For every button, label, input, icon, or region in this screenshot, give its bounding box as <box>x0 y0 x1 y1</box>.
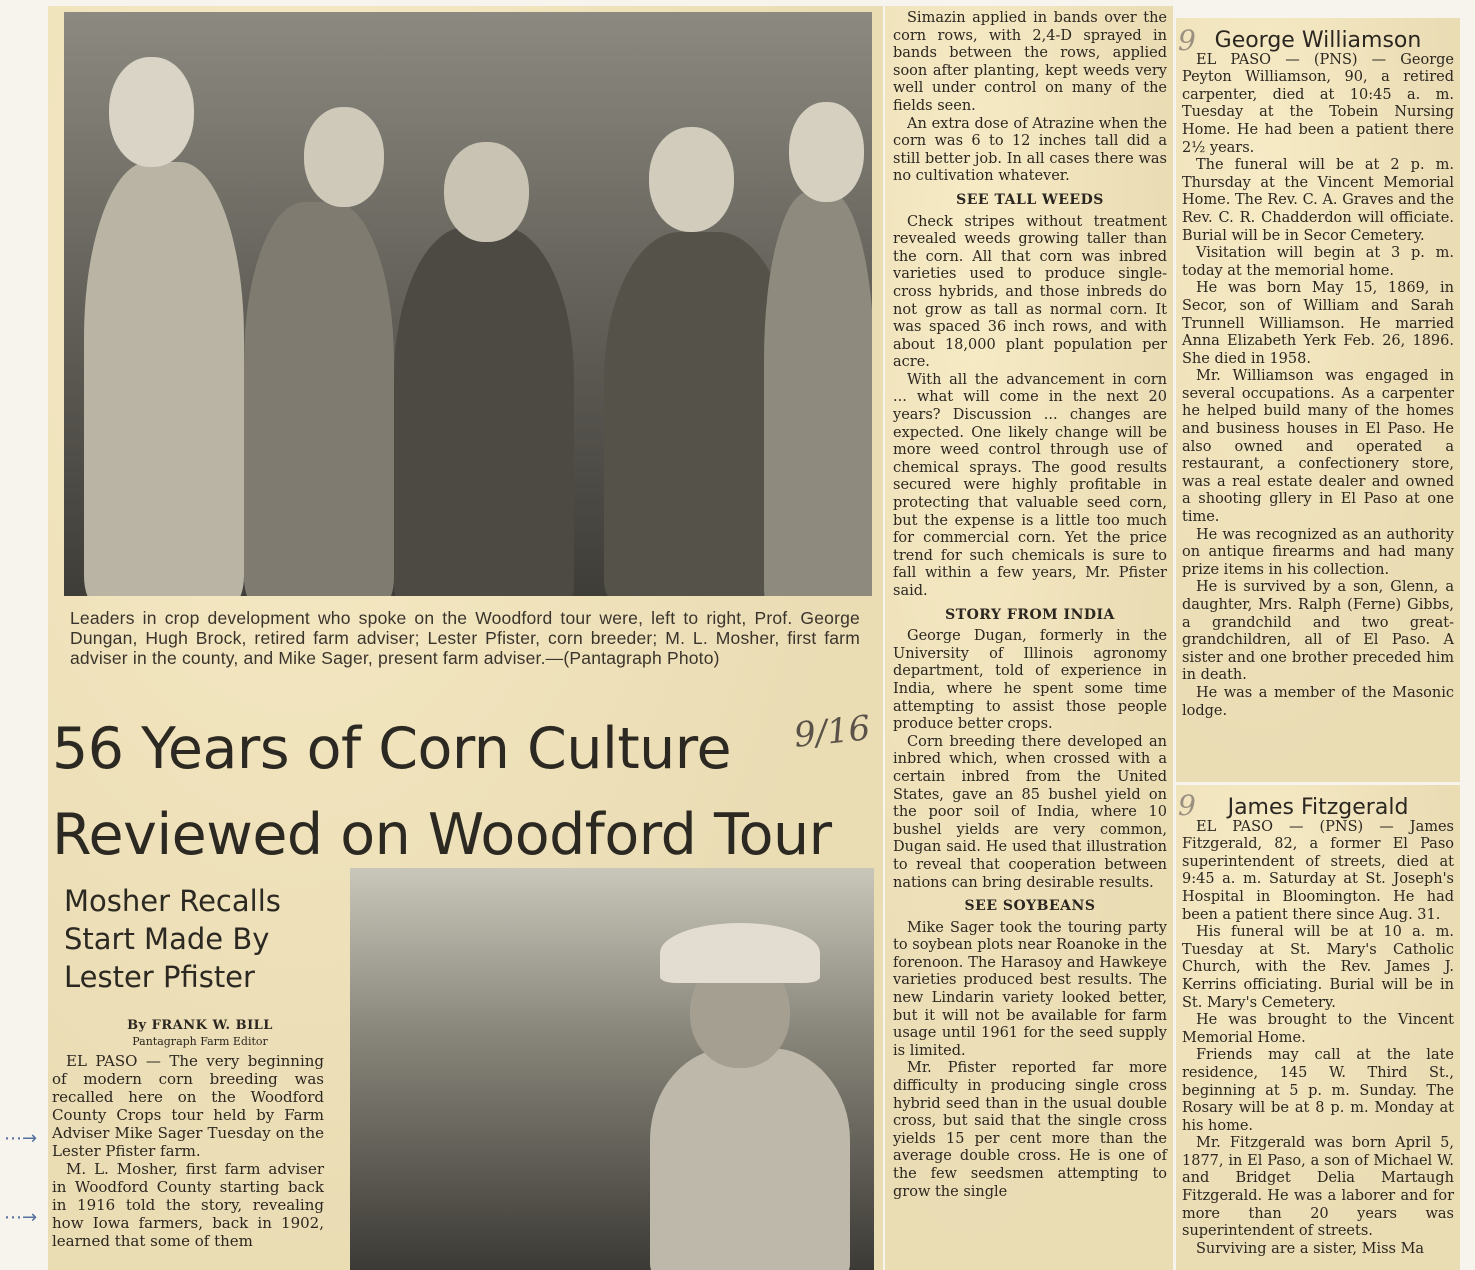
obituary-name: George Williamson <box>1214 28 1422 53</box>
story-paragraph: M. L. Mosher, first farm adviser in Woodford County starting back in 1916 told the story, revealing how Iowa farmers, back in 1902, learned that some of them <box>52 1160 324 1250</box>
section-subhead: SEE TALL WEEDS <box>956 191 1104 208</box>
subheadline <box>64 882 334 996</box>
column-paragraph: Mike Sager took the touring party to soybean plots near Roanoke in the forenoon. The Harasoy and Hawkeye varieties produced best results. The new Lindarin variety looked better, but it will not be available for farm usage until 1961 for the seed supply is limited. <box>893 919 1167 1059</box>
obituary-paragraph: His funeral will be at 10 a. m. Tuesday at St. Mary's Catholic Church, with the Rev. James J. Kerrins officiating. Burial will be in St. Mary's Cemetery. <box>1182 924 1454 1011</box>
story-left-column <box>52 1052 324 1250</box>
story-paragraph: EL PASO — The very beginning of modern corn breeding was recalled here on the Woodford County Crops tour held by Farm Adviser Mike Sager Tuesday on the Lester Pfister farm. <box>52 1052 324 1160</box>
obituary-paragraph: EL PASO — (PNS) — James Fitzgerald, 82, a former El Paso superintendent of streets, died at 9:45 a. m. Saturday at St. Joseph's Hospital in Bloomington. He had been a patient there since Aug. 31. <box>1182 818 1454 923</box>
obituary-williamson <box>1176 18 1460 782</box>
column-paragraph: Mr. Pfister reported far more difficulty in producing single cross hybrid seed than in the usual double cross, but said that the single cross yields 15 per cent more than the average double cross. He is one of the few seedsmen attempting to grow the single <box>893 1060 1167 1200</box>
handwritten-date: 9/16 <box>792 708 873 756</box>
obituary-fitzgerald <box>1176 785 1460 1270</box>
obituary-paragraph: EL PASO — (PNS) — George Peyton Williamson, 90, a retired carpenter, died at 10:45 a. m. Tuesday at the Tobein Nursing Home. He had been a patient there 2½ years. <box>1182 51 1454 156</box>
obituary-paragraph: He is survived by a son, Glenn, a daughter, Mrs. Ralph (Ferne) Gibbs, a grandchild and two great-grandchildren, all of El Paso. A sister and one brother preceded him in death. <box>1182 579 1454 684</box>
obituary-paragraph: He was born May 15, 1869, in Secor, son of William and Sarah Trunnell Williamson. He married Anna Elizabeth Yerk Feb. 26, 1896. She died in 1958. <box>1182 280 1454 367</box>
obituary-paragraph: He was recognized as an authority on antique firearms and had many prize items in his collection. <box>1182 526 1454 578</box>
column-paragraph: Simazin applied in bands over the corn rows, with 2,4-D sprayed in bands between the rows, applied soon after planting, kept weeds very well under control on many of the fields seen. <box>893 10 1167 114</box>
obituary-text <box>1182 24 1454 720</box>
subhead-line-2: Start Made By <box>64 922 270 956</box>
farmer-in-corn-photo <box>350 868 874 1270</box>
continuation-column-clipping <box>885 6 1173 1270</box>
column-paragraph: Check stripes without treatment revealed weeds growing taller than the corn. All that corn was inbred varieties used to produce single-cross hybrids, and those inbreds do not grow as tall as normal corn. It was spaced 36 inch rows, and with about 18,000 plant population per acre. <box>893 213 1167 371</box>
continuation-column <box>893 10 1167 1201</box>
subhead-line-3: Lester Pfister <box>64 960 255 994</box>
margin-arrow-icon: ⋯→ <box>4 1207 38 1228</box>
headline-line-2: Reviewed on Woodford Tour <box>52 802 832 868</box>
main-article-clipping <box>48 6 883 1270</box>
subhead-line-1: Mosher Recalls <box>64 884 281 918</box>
margin-arrow-icon: ⋯→ <box>4 1128 38 1149</box>
obituary-paragraph: Mr. Williamson was engaged in several occupations. As a carpenter he helped build many of the homes and business houses in El Paso. He also owned and operated a restaurant, a confectionery store, was a real estate dealer and owned a shooting gllery in El Paso at one time. <box>1182 368 1454 526</box>
obituary-name: James Fitzgerald <box>1227 795 1409 820</box>
photo-caption: Leaders in crop development who spoke on the Woodford tour were, left to right, Prof. George Dungan, Hugh Brock, retired farm adviser; Lester Pfister, corn breeder; M. L. Mosher, first farm adviser in the county, and Mike Sager, present farm adviser.—(Pantagraph Photo) <box>70 608 860 668</box>
column-paragraph: Corn breeding there developed an inbred which, when crossed with a certain inbred from the United States, gave an 85 bushel yield on the poor soil of India, where 10 bushel yields are very common, Dugan said. He used that illustration to reveal that cooperation between nations can bring desirable results. <box>893 733 1167 891</box>
obituary-paragraph: Mr. Fitzgerald was born April 5, 1877, in El Paso, a son of Michael W. and Bridget Delia Martaugh Fitzgerald. He was a laborer and for more than 20 years was superintendent of streets. <box>1182 1135 1454 1240</box>
obituary-text <box>1182 791 1454 1258</box>
headline-line-1: 56 Years of Corn Culture <box>52 716 732 782</box>
byline-title: Pantagraph Farm Editor <box>132 1035 268 1048</box>
obituary-paragraph: He was brought to the Vincent Memorial Home. <box>1182 1012 1454 1046</box>
pencil-mark: 9 <box>1178 24 1196 57</box>
headline <box>52 706 882 878</box>
obituary-paragraph: Surviving are a sister, Miss Ma <box>1196 1240 1425 1257</box>
section-subhead: SEE SOYBEANS <box>964 898 1096 915</box>
pencil-mark: 9 <box>1178 789 1196 822</box>
obituary-paragraph: The funeral will be at 2 p. m. Thursday at the Vincent Memorial Home. The Rev. C. A. Graves and the Rev. C. R. Chadderdon will officiate. Burial will be in Secor Cemetery. <box>1182 157 1454 244</box>
column-paragraph: George Dugan, formerly in the University of Illinois agronomy department, told of experience in India, where he spent some time attempting to assist those people produce better crops. <box>893 628 1167 733</box>
column-paragraph: An extra dose of Atrazine when the corn was 6 to 12 inches tall did a still better job. In all cases there was no cultivation whatever. <box>893 115 1167 185</box>
group-photo <box>64 12 872 596</box>
byline: By FRANK W. BILL <box>127 1018 273 1033</box>
obituary-paragraph: Visitation will begin at 3 p. m. today at the memorial home. <box>1182 245 1454 279</box>
obituary-paragraph: Friends may call at the late residence, 145 W. Third St., beginning at 5 p. m. Sunday. The Rosary will be at 8 p. m. Monday at his home. <box>1182 1047 1454 1134</box>
column-paragraph: With all the advancement in corn ... what will come in the next 20 years? Discussion ... changes are expected. One likely change will be more weed control through use of chemical sprays. The good results secured were highly profitable in protecting that valuable seed corn, but the expense is a little too much for commercial corn. Yet the price trend for such chemicals is sure to fall within a few years, Mr. Pfister said. <box>893 371 1167 599</box>
obituary-paragraph: He was a member of the Masonic lodge. <box>1182 684 1454 719</box>
section-subhead: STORY FROM INDIA <box>945 606 1115 623</box>
